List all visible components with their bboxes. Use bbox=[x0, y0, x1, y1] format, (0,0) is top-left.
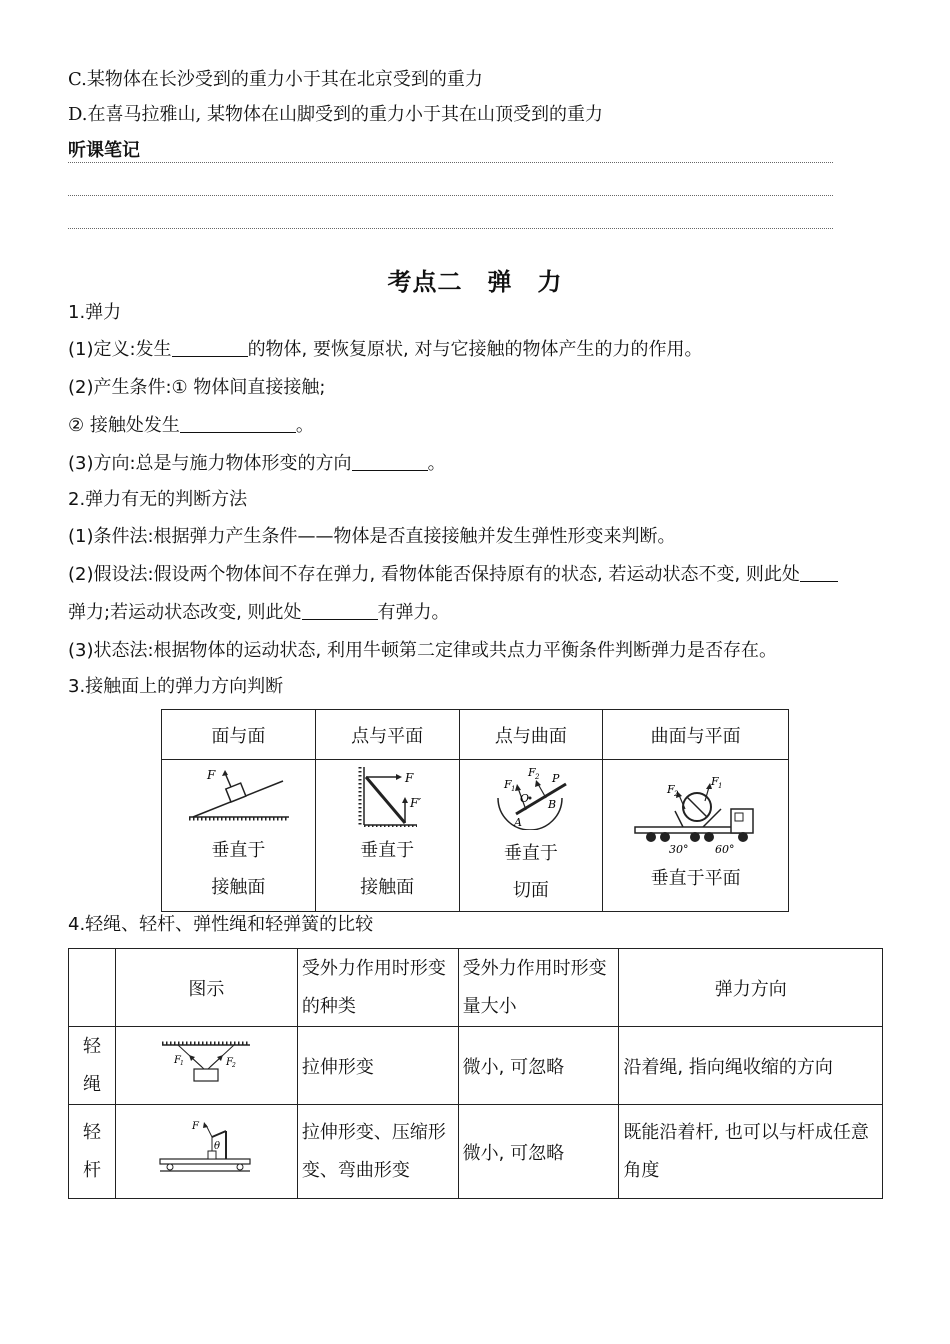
force-label: F bbox=[405, 771, 414, 785]
option-d: D.在喜马拉雅山, 某物体在山脚受到的重力小于其在山顶受到的重力 bbox=[68, 104, 603, 125]
t1-header: 点与平面 bbox=[315, 710, 459, 760]
force-label: F bbox=[207, 768, 216, 782]
angle-label: θ bbox=[214, 1141, 221, 1152]
t2-kind: 拉伸形变、压缩形变、弯曲形变 bbox=[297, 1105, 458, 1199]
t2-amount: 微小, 可忽略 bbox=[458, 1027, 619, 1105]
force-subscript: 1 bbox=[717, 781, 723, 790]
s4-heading: 4.轻绳、轻杆、弹性绳和轻弹簧的比较 bbox=[68, 914, 374, 935]
s1-condition-2: ② 接触处发生 。 bbox=[68, 415, 314, 436]
s2-method-2a: (2)假设法:假设两个物体间不存在弹力, 看物体能否保持原有的状态, 若运动状态不变, 则此处 bbox=[68, 563, 838, 587]
force-label: F bbox=[192, 1121, 200, 1132]
rod-bowl-figure bbox=[486, 762, 576, 830]
answer-blank[interactable] bbox=[800, 564, 838, 582]
light-rope-figure bbox=[156, 1041, 256, 1085]
force-label: F′ bbox=[410, 796, 422, 810]
force-label: F bbox=[226, 1057, 234, 1068]
force-subscript: 2 bbox=[534, 773, 540, 781]
answer-blank[interactable] bbox=[172, 339, 248, 357]
t1-caption: 垂直于平面 bbox=[650, 867, 741, 889]
t1-caption: 垂直于 bbox=[360, 840, 415, 861]
t2-figure-cell bbox=[116, 1027, 298, 1105]
rod-wall-figure bbox=[342, 765, 432, 827]
t2-header: 受外力作用时形变的种类 bbox=[297, 949, 458, 1027]
note-line bbox=[68, 195, 833, 196]
force-subscript: 1 bbox=[510, 785, 516, 793]
comparison-table bbox=[68, 948, 883, 1199]
t1-header: 点与曲面 bbox=[459, 710, 603, 760]
t1-cell-point-curve bbox=[459, 760, 603, 912]
s1-definition: (1)定义:发生 的物体, 要恢复原状, 对与它接触的物体产生的力的作用。 bbox=[68, 339, 703, 360]
t2-kind: 拉伸形变 bbox=[297, 1027, 458, 1105]
t2-direction: 既能沿着杆, 也可以与杆成任意角度 bbox=[619, 1105, 883, 1199]
s1-heading: 1.弹力 bbox=[68, 302, 122, 323]
note-line bbox=[68, 162, 833, 163]
point-label: O bbox=[519, 792, 529, 805]
angle-label: 30° bbox=[668, 842, 689, 855]
t1-caption: 接触面 bbox=[211, 877, 266, 898]
t2-row-name: 轻绳 bbox=[69, 1027, 116, 1105]
s1-direction: (3)方向:总是与施力物体形变的方向 。 bbox=[68, 453, 446, 474]
notes-label: 听课笔记 bbox=[68, 140, 140, 161]
s2-heading: 2.弹力有无的判断方法 bbox=[68, 489, 248, 510]
force-label: F bbox=[527, 766, 536, 779]
s2-method-3: (3)状态法:根据物体的运动状态, 利用牛顿第二定律或共点力平衡条件判断弹力是否存在。 bbox=[68, 640, 778, 661]
truck-pipe-figure bbox=[631, 775, 761, 855]
t2-direction: 沿着绳, 指向绳收缩的方向 bbox=[619, 1027, 883, 1105]
incline-block-figure bbox=[183, 765, 293, 827]
s1-condition-1: (2)产生条件:① 物体间直接接触; bbox=[68, 377, 326, 398]
section-title: 考点二 弹 力 bbox=[387, 268, 563, 296]
t1-caption: 接触面 bbox=[360, 877, 415, 898]
t2-amount: 微小, 可忽略 bbox=[458, 1105, 619, 1199]
force-subscript: 2 bbox=[232, 1062, 237, 1069]
contact-direction-table bbox=[161, 709, 789, 912]
t1-header: 面与面 bbox=[162, 710, 316, 760]
t2-header: 图示 bbox=[116, 949, 298, 1027]
t1-caption: 切面 bbox=[512, 880, 549, 901]
t1-cell-curve-plane bbox=[603, 760, 789, 912]
force-label: F bbox=[666, 782, 675, 796]
t1-cell-point-plane bbox=[315, 760, 459, 912]
t2-header: 弹力方向 bbox=[619, 949, 883, 1027]
s2-method-2b: 弹力;若运动状态改变, 则此处 有弹力。 bbox=[68, 602, 450, 623]
option-c: C.某物体在长沙受到的重力小于其在北京受到的重力 bbox=[68, 69, 483, 90]
t2-corner bbox=[69, 949, 116, 1027]
force-subscript: 2 bbox=[673, 789, 679, 798]
answer-blank[interactable] bbox=[180, 415, 296, 433]
point-label: P bbox=[551, 772, 560, 785]
s2-method-1: (1)条件法:根据弹力产生条件——物体是否直接接触并发生弹性形变来判断。 bbox=[68, 526, 676, 547]
answer-blank[interactable] bbox=[352, 453, 428, 471]
note-line bbox=[68, 228, 833, 229]
t1-caption: 垂直于 bbox=[503, 843, 558, 864]
t2-row-name: 轻杆 bbox=[69, 1105, 116, 1199]
force-subscript: 1 bbox=[180, 1060, 185, 1067]
point-label: B bbox=[547, 798, 556, 811]
angle-label: 60° bbox=[714, 842, 735, 855]
t1-cell-surface-surface bbox=[162, 760, 316, 912]
light-rod-figure bbox=[156, 1121, 256, 1177]
force-label: F bbox=[174, 1055, 182, 1066]
point-label: A bbox=[513, 816, 522, 829]
force-label: F bbox=[503, 778, 512, 791]
t2-figure-cell bbox=[116, 1105, 298, 1199]
t2-header: 受外力作用时形变量大小 bbox=[458, 949, 619, 1027]
answer-blank[interactable] bbox=[302, 602, 378, 620]
t1-caption: 垂直于 bbox=[211, 840, 266, 861]
t1-header: 曲面与平面 bbox=[603, 710, 789, 760]
force-label: F bbox=[710, 774, 719, 788]
s3-heading: 3.接触面上的弹力方向判断 bbox=[68, 676, 284, 697]
